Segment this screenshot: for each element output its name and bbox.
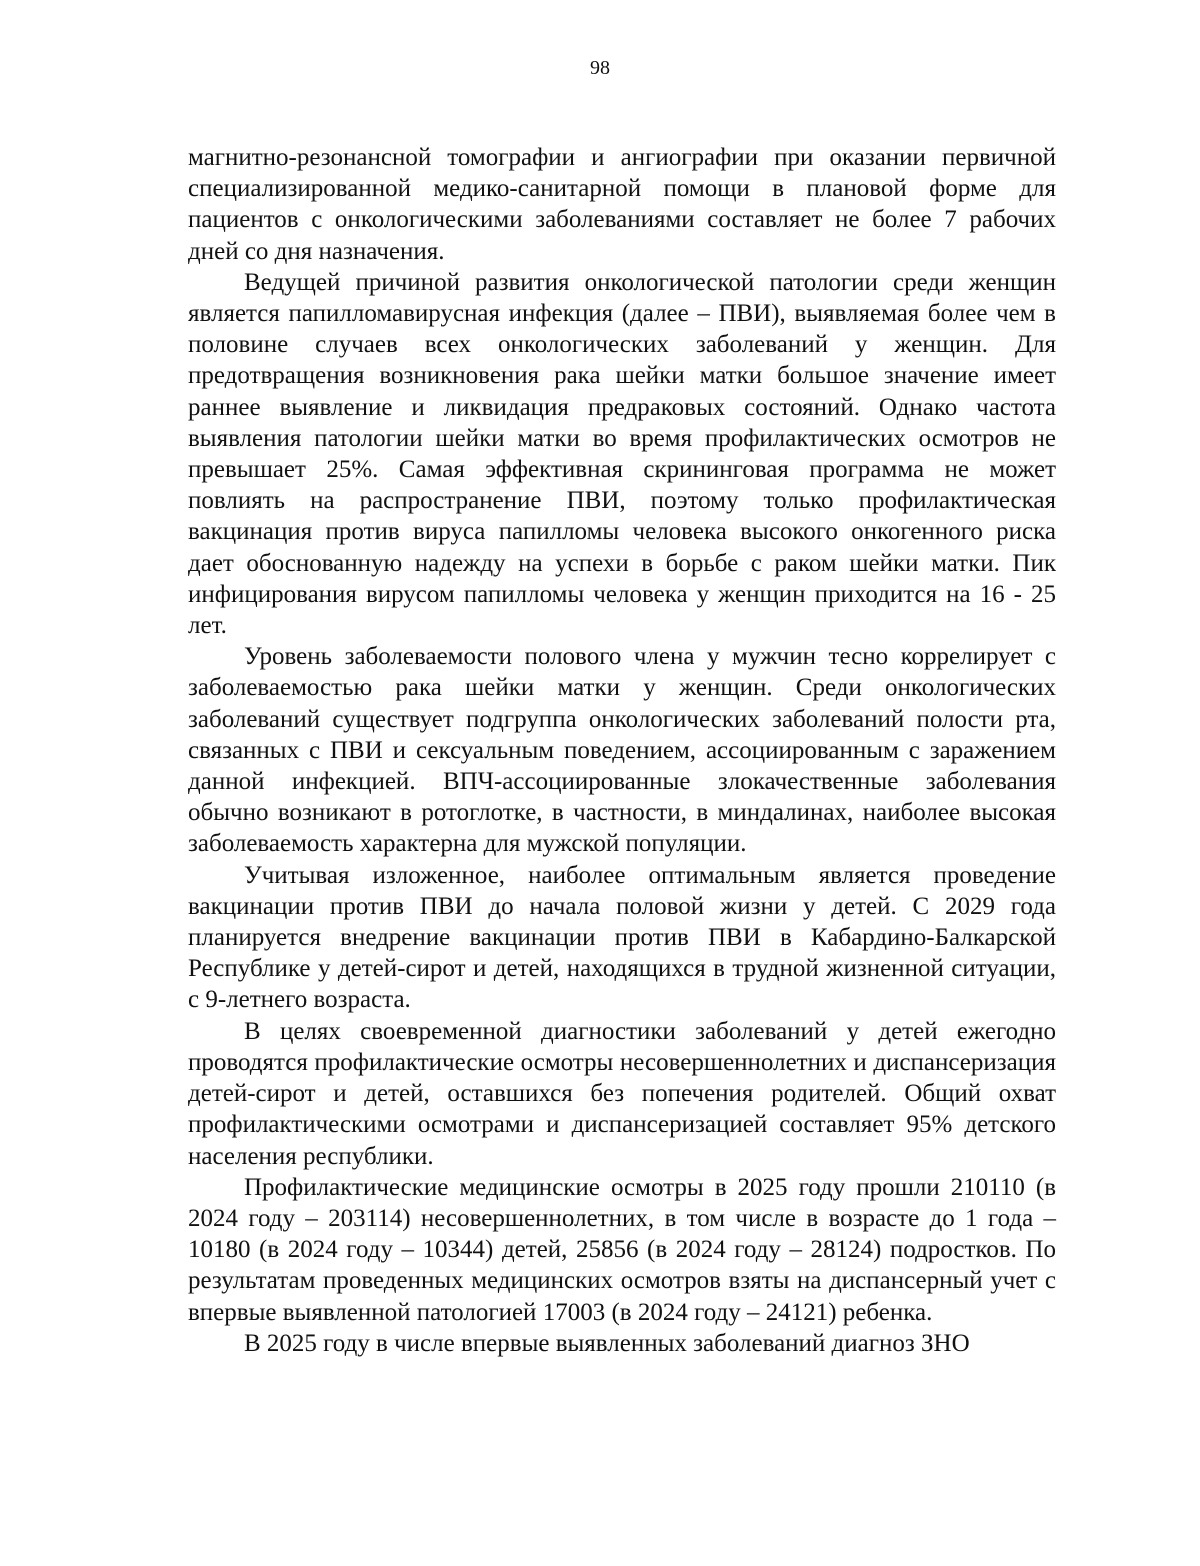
paragraph-continuation: магнитно-резонансной томографии и ангиографии при оказании первичной специализированной медико-санитарной помощи в плановой форме для пациентов с онкологическими заболеваниями составляет не более 7 рабочих дней со дня назначения.	[188, 144, 1056, 265]
paragraph-vaccination-plan: Учитывая изложенное, наиболее оптимальным является проведение вакцинации против ПВИ до начала половой жизни у детей. С 2029 года планируется внедрение вакцинации против ПВИ в Кабардино-Балкарской Республике у детей-сирот и детей, находящихся в трудной жизненной ситуации, с 9-летнего возраста.	[188, 861, 1056, 1014]
paragraph-hpv-women: Ведущей причиной развития онкологической патологии среди женщин является папилломавирусная инфекция (далее – ПВИ), выявляемая более чем в половине случаев всех онкологических заболеваний у женщин. Для предотвращения возникновения рака шейки матки большое значение имеет раннее выявление и ликвидация предраковых состояний. Однако частота выявления патологии шейки матки во время профилактических осмотров не превышает 25%. Самая эффективная скрининговая программа не может повлиять на распространение ПВИ, поэтому только профилактическая вакцинация против вируса папилломы человека высокого онкогенного риска дает обоснованную надежду на успехи в борьбе с раком шейки матки. Пик инфицирования вирусом папилломы человека у женщин приходится на 16 - 25 лет.	[188, 268, 1056, 640]
paragraph-cancer-diagnoses: В 2025 году в числе впервые выявленных заболеваний диагноз ЗНО	[244, 1329, 970, 1357]
paragraph-hpv-men: Уровень заболеваемости полового члена у мужчин тесно коррелирует с заболеваемостью рака шейки матки у женщин. Среди онкологических заболеваний существует подгруппа онкологических заболеваний полости рта, связанных с ПВИ и сексуальным поведением, ассоциированным с заражением данной инфекцией. ВПЧ-ассоциированные злокачественные заболевания обычно возникают в ротоглотке, в частности, в миндалинах, наиболее высокая заболеваемость характерна для мужской популяции.	[188, 643, 1056, 858]
body-text	[188, 142, 1056, 1359]
page-number: 98	[590, 57, 610, 79]
paragraph-exam-statistics: Профилактические медицинские осмотры в 2025 году прошли 210110 (в 2024 году – 203114) несовершеннолетних, в том числе в возрасте до 1 года – 10180 (в 2024 году – 10344) детей, 25856 (в 2024 году – 28124) подростков. По результатам проведенных медицинских осмотров взяты на диспансерный учет с впервые выявленной патологией 17003 (в 2024 году – 24121) ребенка.	[188, 1173, 1056, 1326]
paragraph-child-screening: В целях своевременной диагностики заболеваний у детей ежегодно проводятся профилактические осмотры несовершеннолетних и диспансеризация детей-сирот и детей, оставшихся без попечения родителей. Общий охват профилактическими осмотрами и диспансеризацией составляет 95% детского населения республики.	[188, 1017, 1056, 1170]
